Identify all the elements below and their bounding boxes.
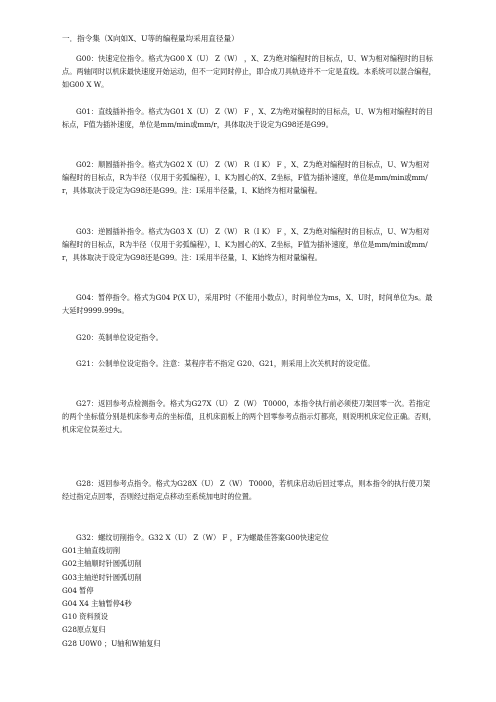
paragraph-g20: G20：英制单位设定指令。 <box>76 333 163 342</box>
paragraph-g02: G02：顺圆插补指令。格式为G02 X（U） Z（W） R（I K） F ，X、Z为绝对编程时的目标点，U、W为相对编程时的目标点，R为半径（仅用于劣弧编程），I、K为圆心的X、Z坐标，F值为插补速度，单位是mm/min或mm/r，具体取决于设定为G98还是G99。注：I采用半径量，I、K始终为相对量编程。 <box>62 160 430 196</box>
list-heading: G32：螺纹切削指令。G32 X（U） Z（W） F ，F为螺最佳答案G00快速定位 <box>76 533 329 542</box>
code-list <box>62 531 436 650</box>
list-item: G04 暂停 <box>62 585 94 595</box>
paragraph-g28: G28：返回参考点指令。格式为G28X（U） Z（W） T0000，若机床启动后回过零点，则本指令的执行使刀架经过指定点回零，否则经过指定点移动至系统加电时的位置。 <box>62 479 431 502</box>
list-item: G28 U0W0 ；U轴和W轴复归 <box>62 638 161 648</box>
paragraph-g27: G27：返回参考点检测指令。格式为G27X（U） Z（W） T0000，本指令执行前必须使刀架回零一次。若指定的两个坐标值分别是机床参考点的坐标值，且机床面板上的两个回零参考点指示灯都亮，则说明机床定位正确。否则，机床定位误差过大。 <box>62 399 436 435</box>
list-item: G03主轴逆时针圆弧切削 <box>62 572 142 582</box>
paragraph-g03: G03：逆圆插补指令。格式为G03 X（U） Z（W） R（I K） F ，X、Z为绝对编程时的目标点，U、W为相对编程时的目标点，R为半径（仅用于劣弧编程），I、K为圆心的X、Z坐标，F值为插补速度，单位是mm/min或mm/r，具体取决于设定为G98还是G99。注：I采用半径量，I、K始终为相对量编程。 <box>62 227 430 263</box>
list-item: G28原点复归 <box>62 625 106 635</box>
list-item: G02主轴顺时针圆弧切削 <box>62 559 142 569</box>
paragraph-g01: G01：直线插补指令。格式为G01 X（U） Z（W） F ，X、Z为绝对编程时的目标点，U、W为相对编程时的目标点，F值为插补速度，单位是mm/min或mm/r，具体取决于设定为G98还是G99。 <box>62 107 433 130</box>
list-item: G10 资料预设 <box>62 612 108 622</box>
paragraph-g00: G00：快速定位指令。格式为G00 X（U） Z（W） ，X、Z为绝对编程时的目标点，U、W为相对编程时的目标点。两轴同时以机床最快速度开始运动，但不一定同时停止，即合成刀具轨迹并不一定是直线。本系统可以混合编程，如G00 X W。 <box>62 54 436 90</box>
paragraph-g21: G21：公制单位设定指令。注意：某程序若不指定 G20、G21，则采用上次关机时的设定值。 <box>76 359 375 368</box>
paragraph-g04: G04：暂停指令。格式为G04 P(X U），采用P时（不能用小数点），时间单位为ms，X、U时，时间单位为s。最大延时9999.999s。 <box>62 293 433 316</box>
section-heading: 一．指令集（X向如X、U等的编程量均采用直径量） <box>62 34 239 43</box>
list-item: G01主轴直线切削 <box>62 546 121 556</box>
list-item: G04 X4 主轴暂停4秒 <box>62 599 132 609</box>
